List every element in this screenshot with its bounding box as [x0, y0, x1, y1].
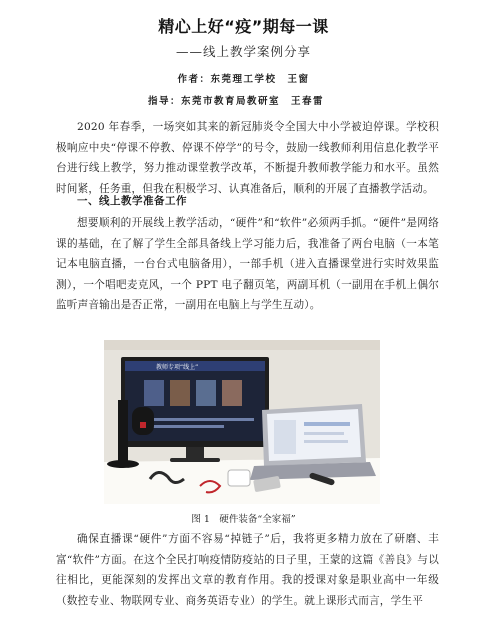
continuation-paragraph: 确保直播课“硬件”方面不容易“掉链子”后，我将更多精力放在了研磨、丰富“软件”方面。在这个全民打响疫情防疫站的日子里，王蒙的这篇《善良》与以往相比，更能深刻的发挥出文章的教育作用。我的授课对象是职业高中一年级（数控专业、物联网专业、商务英语专业）的学生。就上课形式而言，学生平	[56, 533, 439, 607]
monitor-neck	[186, 447, 204, 459]
laptop-sidebar	[274, 420, 296, 454]
figure-caption: 图 1 硬件装备“全家福”	[191, 514, 296, 525]
slide-photo-4	[222, 380, 242, 406]
section-heading: 一、线上教学准备工作	[77, 195, 187, 207]
monitor-base	[170, 458, 220, 462]
mic-stand	[118, 400, 128, 462]
slide-photo-2	[170, 380, 190, 406]
intro-paragraph: 2020 年春季，一场突如其来的新冠肺炎令全国大中小学被迫停课。学校积极响应中央“停课不停教、停课不停学”的号令，鼓励一线教师利用信息化教学平台进行线上教学，努力推动课堂教学改革，不断提升教师教学能力和水平。虽然时间紧，任务重，但我在积极学习、认真准备后，顺利的开展了直播教学活动。	[56, 121, 439, 195]
laptop-content-line-2	[304, 432, 344, 435]
screen-slide-text: 教师专项“线上”	[156, 364, 199, 371]
slide-photo-1	[144, 380, 164, 406]
laptop-content-line-1	[304, 422, 350, 426]
mic-accent	[140, 422, 146, 428]
photo-shelf	[104, 340, 380, 350]
laptop	[250, 404, 376, 480]
advisor-line: 指导：东莞市教育局教研室 王春雷	[148, 96, 325, 107]
author-line: 作者：东莞理工学校 王窗	[177, 74, 310, 85]
slide-photo-3	[196, 380, 216, 406]
hardware-photo	[104, 340, 380, 504]
article-subtitle: ——线上教学案例分享	[175, 44, 311, 59]
charger	[228, 470, 250, 486]
laptop-content-line-3	[304, 440, 348, 443]
mic-tripod	[107, 460, 139, 468]
article-title: 精心上好“疫”期每一课	[158, 17, 329, 36]
section-paragraph: 想要顺利的开展线上教学活动，“硬件”和“软件”必须两手抓。“硬件”是网络课的基础，在了解了学生全部具备线上学习能力后，我准备了两台电脑（一本笔记本电脑直播，一台台式电脑备用），一部手机（进入直播课堂进行实时效果监测），一个唱吧麦克风，一个 PPT 电子翻页笔，两副耳机（一副用在手机上偶尔监听声音输出是否正常，一副用在电脑上与学生互动）。	[56, 217, 439, 312]
mic-body	[132, 407, 154, 435]
